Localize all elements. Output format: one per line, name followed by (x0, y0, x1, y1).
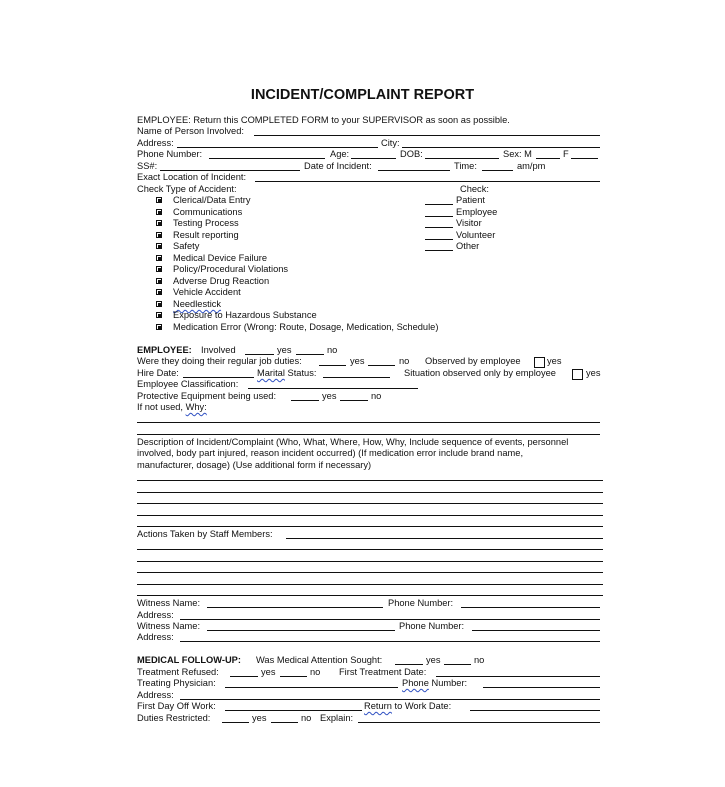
description-line-3: manufacturer, dosage) (Use additional form if necessary) (137, 460, 372, 470)
employee-heading: EMPLOYEE: (137, 345, 192, 355)
form-title: INCIDENT/COMPLAINT REPORT (250, 87, 475, 103)
no-label: no (327, 345, 338, 355)
involved-yes-field[interactable] (245, 354, 274, 355)
checkbox-icon[interactable] (156, 197, 162, 203)
first-treatment-label: First Treatment Date: (339, 667, 427, 677)
yes-label: yes (261, 667, 276, 677)
accident-type-item: Vehicle Accident (173, 287, 241, 297)
description-line-2: involved, body part injured, reason incident occurred) (If medication error include brand name, (137, 448, 524, 458)
volunteer-check-field[interactable] (425, 239, 453, 240)
time-label: Time: (454, 161, 477, 171)
employee-instruction: EMPLOYEE: Return this COMPLETED FORM to your SUPERVISOR as soon as possible. (137, 115, 510, 125)
name-label: Name of Person Involved: (137, 126, 244, 136)
refused-label: Treatment Refused: (137, 667, 219, 677)
location-field[interactable] (255, 181, 600, 182)
city-label: City: (381, 138, 400, 148)
why-line[interactable] (137, 422, 600, 423)
sought-no-field[interactable] (444, 664, 471, 665)
checkbox-icon[interactable] (156, 301, 162, 307)
visitor-check-field[interactable] (425, 227, 453, 228)
return-to-work-label: Return to Work Date: (364, 701, 452, 711)
accident-type-item: Adverse Drug Reaction (173, 276, 270, 286)
checkbox-icon[interactable] (156, 324, 162, 330)
no-label: no (474, 655, 485, 665)
employee-check-field[interactable] (425, 216, 453, 217)
involved-no-field[interactable] (296, 354, 324, 355)
ssn-field[interactable] (160, 170, 300, 171)
restricted-no-field[interactable] (271, 722, 298, 723)
checkbox-icon[interactable] (156, 312, 162, 318)
protective-no-field[interactable] (340, 400, 368, 401)
witness-phone-label: Phone Number: (388, 598, 454, 608)
marital-status-label: Marital Status: (257, 368, 317, 378)
duties-yes-field[interactable] (319, 365, 346, 366)
accident-type-item: Result reporting (173, 230, 239, 240)
protective-yes-field[interactable] (291, 400, 319, 401)
age-field[interactable] (351, 158, 396, 159)
involved-label: Involved (201, 345, 236, 355)
witness-address-field[interactable] (180, 641, 600, 642)
witness-name-label: Witness Name: (137, 621, 201, 631)
why-line[interactable] (137, 434, 600, 435)
accident-type-item: Needlestick (173, 299, 222, 309)
sex-label: Sex: M (503, 149, 532, 159)
witness-name-field[interactable] (207, 630, 395, 631)
yes-label: yes (426, 655, 441, 665)
actions-line[interactable] (137, 561, 603, 562)
yes-label: yes (277, 345, 292, 355)
no-label: no (301, 713, 312, 723)
checkbox-icon[interactable] (156, 266, 162, 272)
restricted-yes-field[interactable] (222, 722, 249, 723)
medical-heading: MEDICAL FOLLOW-UP: (137, 655, 241, 665)
checkbox-icon[interactable] (156, 243, 162, 249)
no-label: no (399, 356, 410, 366)
time-field[interactable] (482, 170, 513, 171)
witness-address-field[interactable] (180, 619, 600, 620)
city-field[interactable] (402, 147, 600, 148)
restricted-label: Duties Restricted: (137, 713, 211, 723)
person-type-item: Employee (456, 207, 498, 217)
other-check-field[interactable] (425, 250, 453, 251)
patient-check-field[interactable] (425, 204, 453, 205)
checkbox-icon[interactable] (156, 232, 162, 238)
regular-duties-label: Were they doing their regular job duties: (137, 356, 302, 366)
description-line[interactable] (137, 526, 603, 527)
accident-type-item: Testing Process (173, 218, 239, 228)
hire-date-label: Hire Date: (137, 368, 179, 378)
observed-label: Observed by employee (425, 356, 521, 366)
phone-field[interactable] (209, 158, 325, 159)
checkbox-icon[interactable] (156, 209, 162, 215)
duties-no-field[interactable] (368, 365, 395, 366)
person-type-item: Patient (456, 195, 485, 205)
person-type-item: Volunteer (456, 230, 496, 240)
sex-f-field[interactable] (571, 158, 598, 159)
description-line[interactable] (137, 503, 603, 504)
address-label: Address: (137, 138, 174, 148)
actions-line[interactable] (137, 584, 603, 585)
explain-field[interactable] (358, 722, 600, 723)
no-label: no (371, 391, 382, 401)
sought-label: Was Medical Attention Sought: (256, 655, 383, 665)
medical-address-field[interactable] (180, 699, 600, 700)
description-line[interactable] (137, 480, 603, 481)
protective-label: Protective Equipment being used: (137, 391, 277, 401)
checkbox-icon[interactable] (156, 220, 162, 226)
witness-name-label: Witness Name: (137, 598, 201, 608)
accident-type-item: Medical Device Failure (173, 253, 268, 263)
witness-phone-field[interactable] (461, 607, 600, 608)
dob-field[interactable] (425, 158, 499, 159)
phone-label: Phone Number: (137, 149, 203, 159)
first-treatment-field[interactable] (436, 676, 600, 677)
age-label: Age: (330, 149, 350, 159)
return-to-work-field[interactable] (470, 710, 600, 711)
date-incident-label: Date of Incident: (304, 161, 372, 171)
classification-label: Employee Classification: (137, 379, 239, 389)
explain-label: Explain: (320, 713, 354, 723)
accident-type-item: Policy/Procedural Violations (173, 264, 289, 274)
no-label: no (310, 667, 321, 677)
actions-field[interactable] (286, 538, 603, 539)
yes-label: yes (252, 713, 267, 723)
date-incident-field[interactable] (378, 170, 450, 171)
actions-line[interactable] (137, 549, 603, 550)
checkbox-icon[interactable] (156, 255, 162, 261)
witness-phone-field[interactable] (472, 630, 600, 631)
yes-label: yes (350, 356, 365, 366)
accident-type-item: Clerical/Data Entry (173, 195, 251, 205)
ampm-label: am/pm (517, 161, 546, 171)
physician-phone-field[interactable] (483, 687, 600, 688)
yes-label: yes (586, 368, 601, 378)
actions-line[interactable] (137, 595, 603, 596)
witness-address-label: Address: (137, 632, 174, 642)
location-label: Exact Location of Incident: (137, 172, 247, 182)
person-type-item: Visitor (456, 218, 482, 228)
actions-label: Actions Taken by Staff Members: (137, 529, 273, 539)
sex-f-label: F (563, 149, 569, 159)
refused-no-field[interactable] (280, 676, 307, 677)
physician-label: Treating Physician: (137, 678, 216, 688)
description-line-1: Description of Incident/Complaint (Who, What, Where, How, Why, Include sequence of events, personnel (137, 437, 569, 447)
check-type-label: Check Type of Accident: (137, 184, 237, 194)
sought-yes-field[interactable] (395, 664, 423, 665)
physician-phone-label: Phone Number: (402, 678, 468, 688)
accident-type-item: Communications (173, 207, 243, 217)
first-day-off-field[interactable] (225, 710, 362, 711)
hire-date-field[interactable] (183, 377, 254, 378)
medical-address-label: Address: (137, 690, 174, 700)
description-line[interactable] (137, 492, 603, 493)
check-label: Check: (460, 184, 489, 194)
dob-label: DOB: (400, 149, 423, 159)
accident-type-item: Medication Error (Wrong: Route, Dosage, Medication, Schedule) (173, 322, 439, 332)
marital-status-field[interactable] (323, 377, 390, 378)
situation-label: Situation observed only by employee (404, 368, 556, 378)
witness-phone-label: Phone Number: (399, 621, 465, 631)
yes-label: yes (547, 356, 562, 366)
name-field[interactable] (254, 135, 600, 136)
witness-address-label: Address: (137, 610, 174, 620)
classification-field[interactable] (248, 388, 418, 389)
yes-label: yes (322, 391, 337, 401)
description-line[interactable] (137, 515, 603, 516)
person-type-item: Other (456, 241, 480, 251)
refused-yes-field[interactable] (230, 676, 258, 677)
if-not-used-label: If not used, Why: (137, 402, 207, 412)
address-field[interactable] (177, 147, 378, 148)
accident-type-item: Exposure to Hazardous Substance (173, 310, 317, 320)
physician-field[interactable] (225, 687, 398, 688)
situation-checkbox[interactable] (572, 369, 583, 380)
checkbox-icon[interactable] (156, 289, 162, 295)
ssn-label: SS#: (137, 161, 158, 171)
checkbox-icon[interactable] (156, 278, 162, 284)
observed-checkbox[interactable] (534, 357, 545, 368)
witness-name-field[interactable] (207, 607, 383, 608)
actions-line[interactable] (137, 572, 603, 573)
accident-type-item: Safety (173, 241, 200, 251)
first-day-off-label: First Day Off Work: (137, 701, 216, 711)
sex-m-field[interactable] (536, 158, 560, 159)
